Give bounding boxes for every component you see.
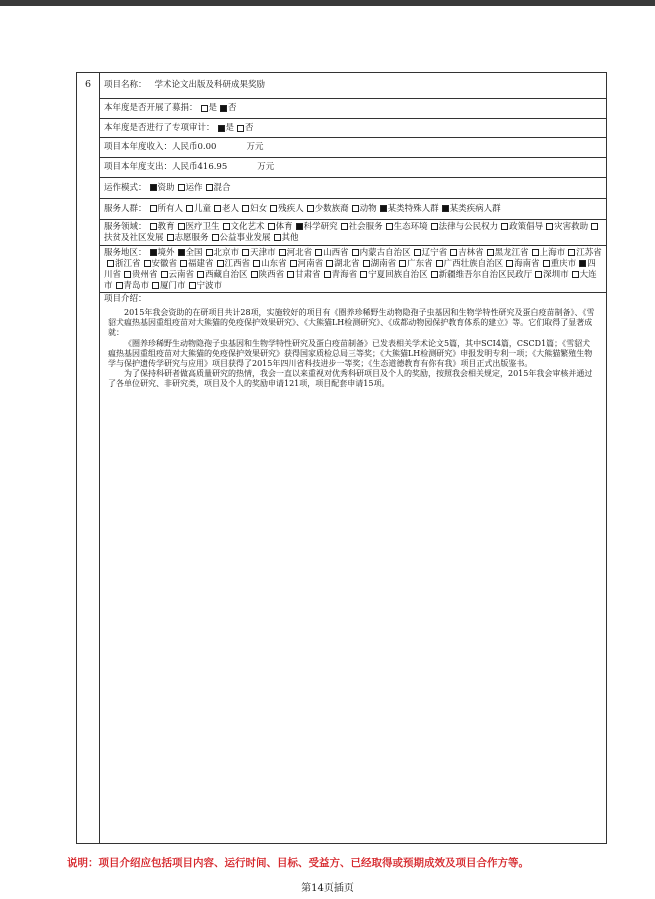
- field-label: 服务领域：: [104, 222, 147, 232]
- region-option-label: 海南省: [514, 259, 540, 269]
- region-checkbox[interactable]: [324, 271, 331, 278]
- population-checkbox[interactable]: [242, 205, 249, 212]
- region-option-label: 北京市: [213, 248, 240, 258]
- region-option-label: 青岛市: [123, 281, 150, 291]
- region-option-label: 甘肃省: [295, 270, 321, 280]
- region-option-label: 贵州省: [132, 270, 158, 280]
- intro-paragraph: 为了保持科研者做高质量研究的热情，我会一直以来重视对优秀科研项目及个人的奖励，按照我会相关规定，2015年我会审核并通过了各单位研究、非研究类，项目及个人的奖励申请121项，项目配套申请15项。: [108, 369, 593, 389]
- region-checkbox[interactable]: [568, 249, 575, 256]
- region-checkbox[interactable]: [487, 249, 494, 256]
- field-option-label: 志愿服务: [174, 233, 209, 243]
- field-row: [100, 220, 606, 246]
- region-checkbox[interactable]: [431, 271, 438, 278]
- region-option-label: 宁夏回族自治区: [368, 270, 428, 280]
- field-checkbox[interactable]: [268, 223, 275, 230]
- footer-note: 说明：项目介绍应包括项目内容、运行时间、目标、受益方、已经取得或预期成效及项目合作方等。: [67, 857, 529, 869]
- audit-no-label: 否: [245, 122, 254, 133]
- population-option-label: 某类特殊人群: [387, 203, 439, 214]
- region-checkbox[interactable]: [360, 271, 367, 278]
- region-checkbox[interactable]: [197, 271, 204, 278]
- region-option-label: 天津市: [250, 248, 276, 258]
- region-option-label: 深圳市: [543, 270, 569, 280]
- project-name-value: 学术论文出版及科研成果奖励: [154, 80, 266, 90]
- population-checkbox[interactable]: [186, 205, 193, 212]
- population-checkbox[interactable]: [380, 205, 387, 212]
- region-checkbox[interactable]: [315, 249, 322, 256]
- population-row: [100, 199, 606, 220]
- region-option-label: 山东省: [261, 259, 287, 269]
- audit-no-checkbox[interactable]: [237, 125, 244, 132]
- intro-label: 项目介绍：: [104, 294, 147, 304]
- region-checkbox[interactable]: [217, 260, 224, 267]
- field-option-label: 法律与公民权力: [438, 222, 499, 232]
- region-checkbox[interactable]: [290, 260, 297, 267]
- region-option-label: 浙江省: [115, 259, 141, 269]
- scan-top-edge: [0, 0, 655, 6]
- region-checkbox[interactable]: [251, 271, 258, 278]
- region-option-label: 江苏省: [576, 248, 602, 258]
- fundraising-no-label: 否: [228, 103, 237, 113]
- field-checkbox[interactable]: [178, 223, 185, 230]
- field-option-label: 体育: [275, 222, 293, 232]
- region-option-label: 安徽省: [151, 259, 178, 269]
- region-option-label: 全国: [185, 248, 203, 258]
- region-checkbox[interactable]: [150, 249, 157, 256]
- audit-label: 本年度是否进行了专项审计：: [104, 122, 215, 133]
- field-option-label: 公益事业发展: [219, 233, 271, 243]
- region-checkbox[interactable]: [124, 271, 131, 278]
- population-option-label: 某类疾病人群: [449, 203, 501, 214]
- population-checkbox[interactable]: [270, 205, 277, 212]
- region-option-label: 上海市: [539, 248, 566, 258]
- expense-unit: 万元: [257, 162, 275, 172]
- field-options: [104, 222, 599, 243]
- region-options: [104, 248, 602, 291]
- region-option-label: 山西省: [323, 248, 349, 258]
- region-checkbox[interactable]: [152, 282, 159, 289]
- project-table: [76, 72, 607, 844]
- project-name-label: 项目名称：: [104, 80, 147, 90]
- region-option-label: 青海省: [331, 270, 358, 280]
- mode-label: 运作模式：: [104, 182, 147, 193]
- mode-options: [147, 183, 231, 194]
- region-checkbox[interactable]: [572, 271, 579, 278]
- region-checkbox[interactable]: [352, 249, 359, 256]
- field-checkbox[interactable]: [223, 223, 230, 230]
- region-option-label: 内蒙古自治区: [359, 248, 411, 258]
- population-option-label: 动物: [359, 203, 377, 214]
- field-checkbox[interactable]: [431, 223, 438, 230]
- region-checkbox[interactable]: [178, 249, 185, 256]
- expense-row: [100, 158, 606, 178]
- income-row: [100, 138, 606, 158]
- region-label: 服务地区：: [104, 248, 147, 258]
- field-checkbox[interactable]: [296, 223, 303, 230]
- region-option-label: 福建省: [188, 259, 214, 269]
- mode-checkbox[interactable]: [178, 184, 185, 191]
- intro-paragraph: 《圈养珍稀野生动物隐孢子虫基因和生物学特性研究及蛋白疫苗制备》已发表相关学术论文5篇，其中SCI4篇，CSCD1篇；《雪貂犬瘟热基因重组疫苗对大熊猫的免疫保护效果研究》获得国家质检总局三等奖；《大熊猫LH检测研究》申报发明专利一项；《大熊猫繁殖生物学与保护遗传学研究与应用》项目获得了2015年四川省科技进步一等奖；《生态道德教育有你有我》项目正式出版鉴书。: [108, 338, 593, 369]
- region-option-label: 大连市: [104, 270, 597, 291]
- field-option-label: 灾害救助: [554, 222, 589, 232]
- population-checkbox[interactable]: [307, 205, 314, 212]
- field-option-label: 医疗卫生: [185, 222, 220, 232]
- region-option-label: 重庆市: [550, 259, 577, 269]
- field-checkbox[interactable]: [501, 223, 508, 230]
- field-checkbox[interactable]: [341, 223, 348, 230]
- field-checkbox[interactable]: [591, 223, 598, 230]
- region-option-label: 广东省: [407, 259, 433, 269]
- row-number: 6: [77, 73, 100, 843]
- audit-yes-checkbox[interactable]: [218, 125, 225, 132]
- population-checkbox[interactable]: [352, 205, 359, 212]
- region-checkbox[interactable]: [450, 249, 457, 256]
- fundraising-yes-checkbox[interactable]: [201, 105, 208, 112]
- mode-checkbox[interactable]: [206, 184, 213, 191]
- region-checkbox[interactable]: [532, 249, 539, 256]
- fundraising-label: 本年度是否开展了募捐：: [104, 103, 198, 113]
- population-option-label: 妇女: [250, 203, 268, 214]
- project-name-row: [100, 73, 606, 99]
- field-option-label: 社会服务: [348, 222, 383, 232]
- region-option-label: 四川省: [104, 259, 596, 280]
- mode-checkbox[interactable]: [150, 184, 157, 191]
- region-checkbox[interactable]: [161, 271, 168, 278]
- region-checkbox[interactable]: [287, 271, 294, 278]
- field-option-label: 教育: [157, 222, 175, 232]
- audit-row: [100, 119, 606, 138]
- region-option-label: 黑龙江省: [494, 248, 529, 258]
- field-option-label: 文化艺术: [230, 222, 265, 232]
- region-checkbox[interactable]: [535, 271, 542, 278]
- region-checkbox[interactable]: [543, 260, 550, 267]
- region-checkbox[interactable]: [414, 249, 421, 256]
- region-checkbox[interactable]: [326, 260, 333, 267]
- population-option-label: 老人: [222, 203, 240, 214]
- region-checkbox[interactable]: [189, 282, 196, 289]
- region-option-label: 河南省: [297, 259, 324, 269]
- audit-yes-label: 是: [225, 122, 235, 133]
- population-checkbox[interactable]: [150, 205, 157, 212]
- intro-paragraph: 2015年我会资助的在研项目共计28项，实施较好的项目有《圈养珍稀野生动物隐孢子虫基因和生物学特性研究及蛋白疫苗制备》、《雪貂犬瘟热基因重组疫苗对大熊猫的免疫保护效果研究》、《大熊猫LH检测研究》、《成都动物园保护教育体系的建立》等。它们取得了显著成就：: [108, 308, 595, 338]
- field-option-label: 政策倡导: [509, 222, 544, 232]
- region-option-label: 宁波市: [196, 281, 223, 291]
- mode-option-label: 运作: [185, 182, 203, 193]
- project-introduction: [100, 306, 606, 390]
- mode-option-label: 资助: [157, 182, 175, 193]
- population-option-label: 所有人: [157, 203, 184, 214]
- region-row: [100, 246, 606, 293]
- field-checkbox[interactable]: [150, 223, 157, 230]
- project-fields: [100, 73, 606, 306]
- region-checkbox[interactable]: [107, 260, 114, 267]
- region-option-label: 辽宁省: [421, 248, 448, 258]
- region-option-label: 云南省: [168, 270, 195, 280]
- region-option-label: 西藏自治区: [205, 270, 248, 280]
- region-option-label: 湖北省: [334, 259, 360, 269]
- region-option-label: 江西省: [224, 259, 251, 269]
- fundraising-yes-label: 是: [208, 103, 218, 113]
- field-option-label: 其他: [281, 233, 299, 243]
- field-option-label: 生态环境: [393, 222, 428, 232]
- field-checkbox[interactable]: [167, 234, 174, 241]
- population-label: 服务人群：: [104, 203, 147, 214]
- expense-label: 项目本年度支出：人民币416.95: [104, 162, 228, 172]
- region-option-label: 厦门市: [160, 281, 186, 291]
- region-checkbox[interactable]: [242, 249, 249, 256]
- region-option-label: 广西壮族自治区: [443, 259, 504, 269]
- region-option-label: 境外: [157, 248, 175, 258]
- population-checkbox[interactable]: [214, 205, 221, 212]
- population-option-label: 残疾人: [278, 203, 304, 214]
- population-option-label: 儿童: [194, 203, 212, 214]
- population-option-label: 少数族裔: [314, 203, 349, 214]
- population-checkbox[interactable]: [442, 205, 449, 212]
- region-checkbox[interactable]: [144, 260, 151, 267]
- field-checkbox[interactable]: [546, 223, 553, 230]
- field-option-label: 科学研究: [303, 222, 338, 232]
- region-option-label: 河北省: [286, 248, 313, 258]
- page-number: 第14页插页: [301, 883, 354, 894]
- region-checkbox[interactable]: [399, 260, 406, 267]
- region-checkbox[interactable]: [363, 260, 370, 267]
- region-checkbox[interactable]: [253, 260, 260, 267]
- region-option-label: 吉林省: [458, 248, 484, 258]
- income-unit: 万元: [246, 142, 264, 152]
- intro-row: [100, 293, 606, 306]
- mode-row: [100, 178, 606, 199]
- region-option-label: 湖南省: [370, 259, 397, 269]
- field-checkbox[interactable]: [212, 234, 219, 241]
- fundraising-no-checkbox[interactable]: [220, 105, 227, 112]
- region-checkbox[interactable]: [506, 260, 513, 267]
- population-options: [147, 204, 501, 215]
- field-option-label: 扶贫及社区发展: [104, 233, 164, 243]
- region-checkbox[interactable]: [180, 260, 187, 267]
- region-checkbox[interactable]: [116, 282, 123, 289]
- field-checkbox[interactable]: [274, 234, 281, 241]
- field-checkbox[interactable]: [386, 223, 393, 230]
- region-checkbox[interactable]: [436, 260, 443, 267]
- mode-option-label: 混合: [213, 182, 231, 193]
- region-checkbox[interactable]: [279, 249, 286, 256]
- region-option-label: 陕西省: [258, 270, 285, 280]
- region-checkbox[interactable]: [206, 249, 213, 256]
- region-checkbox[interactable]: [579, 260, 586, 267]
- region-option-label: 新疆维吾尔自治区民政厅: [438, 270, 533, 280]
- fundraising-row: [100, 99, 606, 119]
- income-label: 项目本年度收入：人民币0.00: [104, 142, 217, 152]
